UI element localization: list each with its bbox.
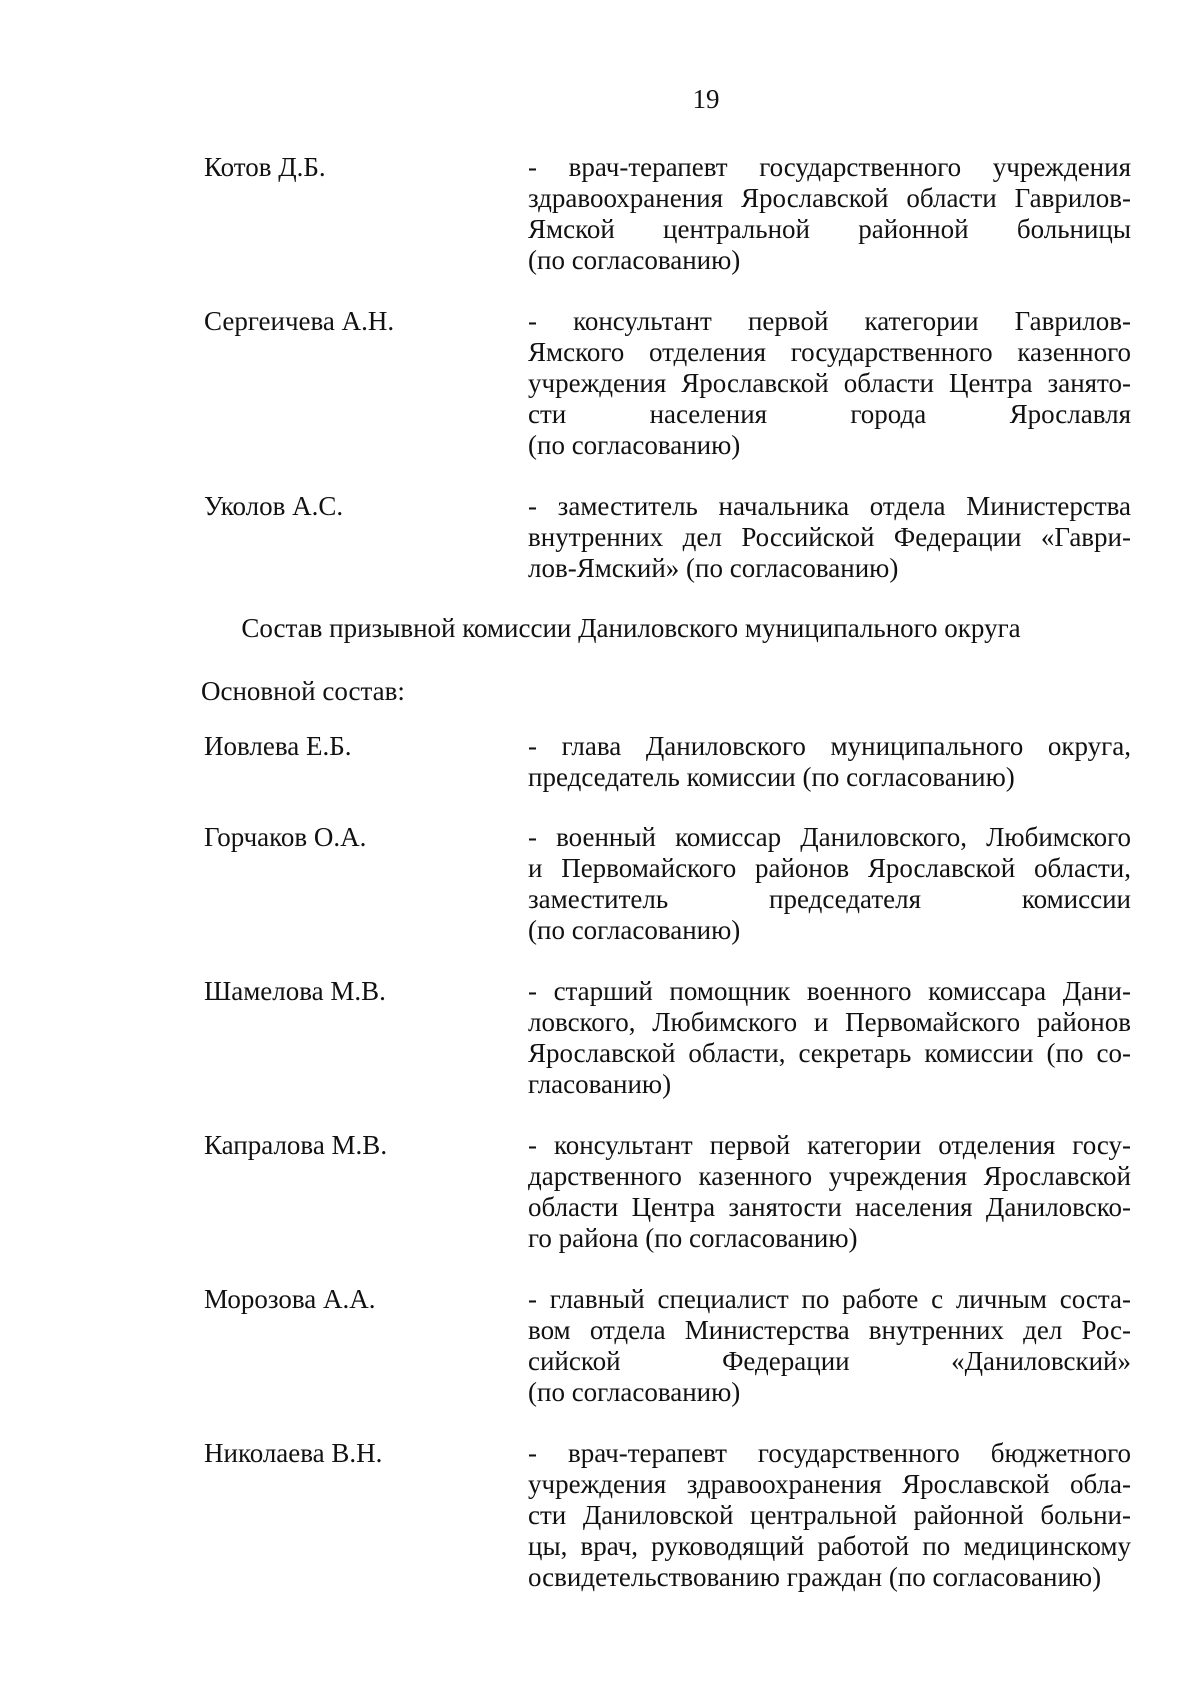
role-line: - главный специалист по работе с личным соста-	[528, 1284, 1131, 1314]
role-line: области Центра занятости населения Даниловско-	[528, 1192, 1131, 1222]
role-line: го района (по согласованию)	[528, 1223, 858, 1253]
role-line: учреждения здравоохранения Ярославской обла-	[528, 1469, 1131, 1499]
role-line: вом отдела Министерства внутренних дел Рос-	[528, 1315, 1131, 1345]
member-name: Шамелова М.В.	[204, 976, 386, 1006]
member-role	[528, 1130, 1131, 1254]
member-role	[528, 976, 1131, 1100]
role-line: Ямского отделения государственного казенного	[528, 337, 1131, 367]
member-role	[528, 731, 1131, 793]
role-line: освидетельствованию граждан (по согласованию)	[528, 1562, 1102, 1592]
role-line: лов-Ямский» (по согласованию)	[528, 553, 899, 583]
role-line: - старший помощник военного комиссара Дани-	[528, 976, 1131, 1006]
member-role	[528, 1438, 1131, 1593]
member-name: Николаева В.Н.	[204, 1438, 383, 1468]
role-line: (по согласованию)	[528, 245, 741, 275]
role-line: ловского, Любимского и Первомайского районов	[528, 1007, 1131, 1037]
role-line: (по согласованию)	[528, 1377, 741, 1407]
member-role	[528, 306, 1131, 461]
member-name: Иовлева Е.Б.	[204, 731, 352, 761]
member-role	[528, 491, 1131, 584]
role-line: и Первомайского районов Ярославской области,	[528, 853, 1131, 883]
subheading: Основной состав:	[201, 676, 405, 706]
member-name: Горчаков О.А.	[204, 822, 367, 852]
member-role	[528, 152, 1131, 276]
role-line: цы, врач, руководящий работой по медицинскому	[528, 1531, 1131, 1561]
role-line: - заместитель начальника отдела Министерства	[528, 491, 1131, 521]
role-line: сти населения города Ярославля	[528, 399, 1131, 429]
member-name: Морозова А.А.	[204, 1284, 376, 1314]
page-number: 19	[692, 84, 720, 114]
member-role	[528, 1284, 1131, 1408]
member-name: Капралова М.В.	[204, 1130, 388, 1160]
role-line: заместитель председателя комиссии	[528, 884, 1131, 914]
role-line: председатель комиссии (по согласованию)	[528, 762, 1015, 792]
section-title: Состав призывной комиссии Даниловского муниципального округа	[241, 613, 1021, 643]
role-line: - военный комиссар Даниловского, Любимского	[528, 822, 1131, 852]
role-line: Ярославской области, секретарь комиссии (по со-	[528, 1038, 1131, 1068]
role-line: внутренних дел Российской Федерации «Гаври-	[528, 522, 1131, 552]
role-line: - консультант первой категории Гаврилов-	[528, 306, 1131, 336]
role-line: дарственного казенного учреждения Ярославской	[528, 1161, 1131, 1191]
member-name: Уколов А.С.	[204, 491, 344, 521]
role-line: (по согласованию)	[528, 915, 741, 945]
role-line: - врач-терапевт государственного учреждения	[528, 152, 1131, 182]
member-role	[528, 822, 1131, 946]
role-line: учреждения Ярославской области Центра занято-	[528, 368, 1131, 398]
role-line: сти Даниловской центральной районной больни-	[528, 1500, 1131, 1530]
role-line: гласованию)	[528, 1069, 672, 1099]
role-line: - консультант первой категории отделения госу-	[528, 1130, 1131, 1160]
role-line: (по согласованию)	[528, 430, 741, 460]
member-name: Сергеичева А.Н.	[204, 306, 395, 336]
role-line: Ямской центральной районной больницы	[528, 214, 1131, 244]
role-line: здравоохранения Ярославской области Гаврилов-	[528, 183, 1131, 213]
member-name: Котов Д.Б.	[204, 152, 326, 182]
role-line: - врач-терапевт государственного бюджетного	[528, 1438, 1131, 1468]
role-line: - глава Даниловского муниципального округа,	[528, 731, 1131, 761]
role-line: сийской Федерации «Даниловский»	[528, 1346, 1131, 1376]
